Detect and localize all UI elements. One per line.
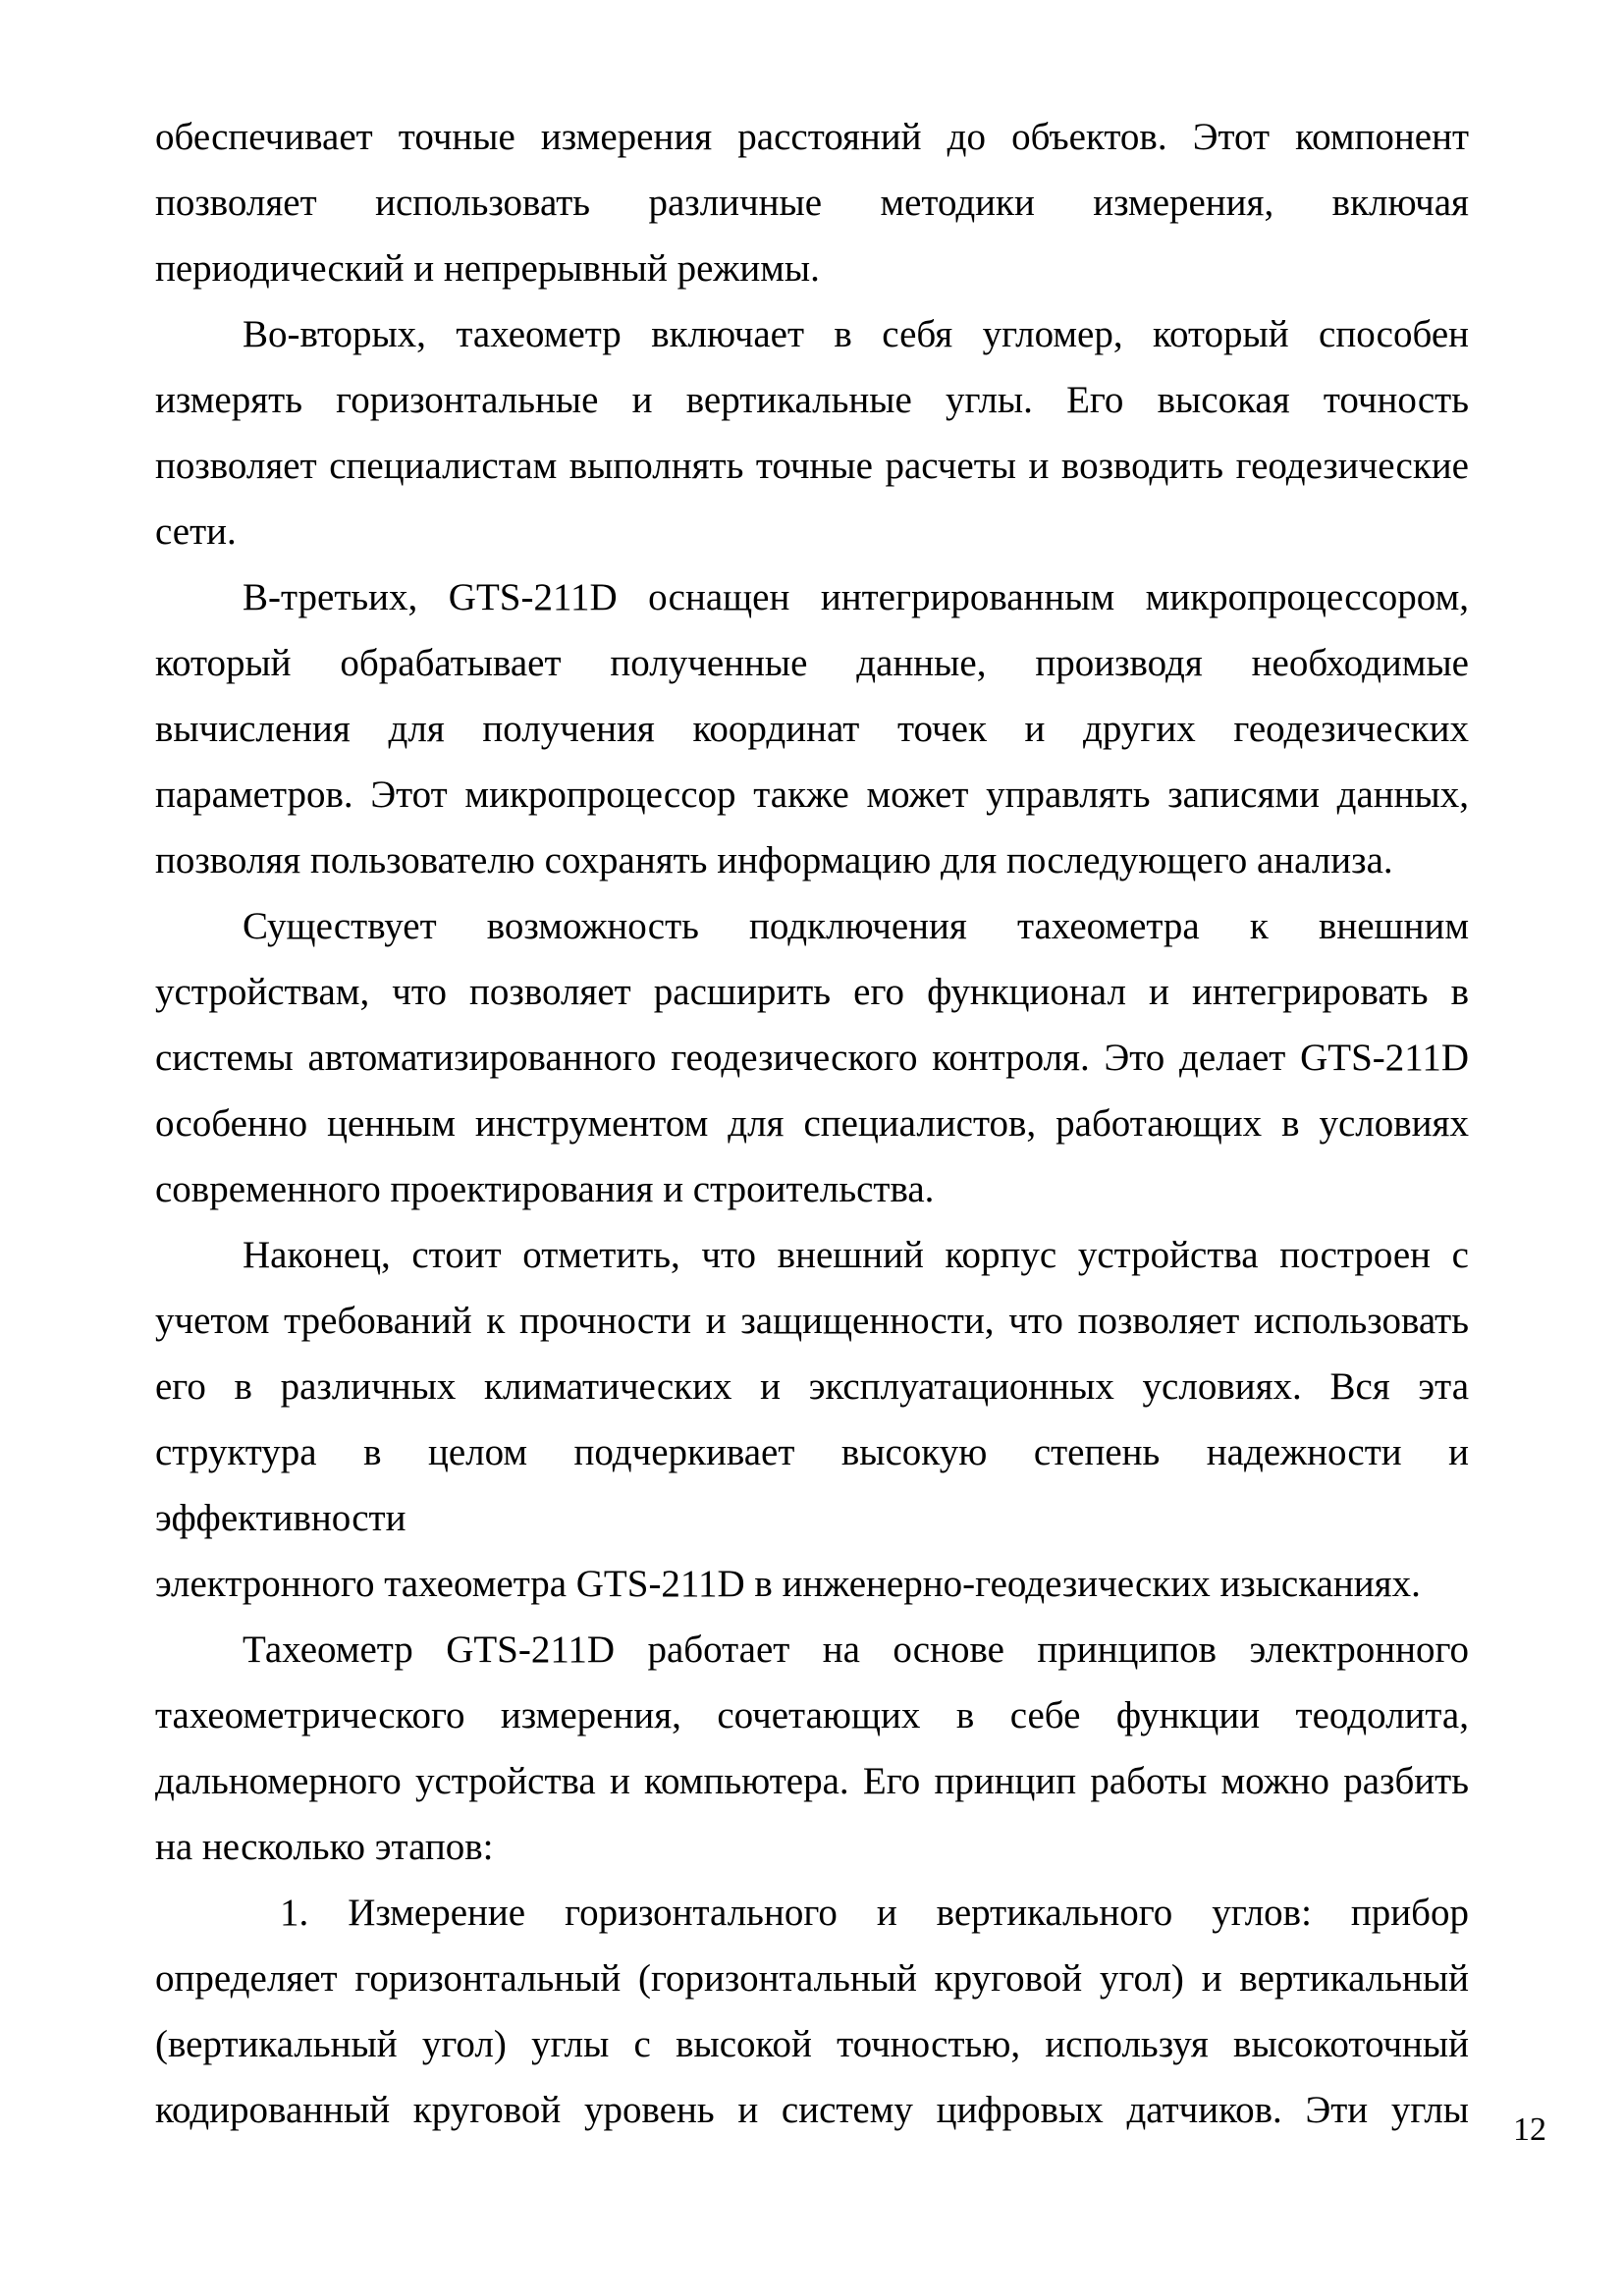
- para-distance-measurement-continuation: [155, 104, 1469, 301]
- text-line: дальномерного устройства и компьютера. Его принцип работы можно разбить: [155, 1760, 1469, 1802]
- text-line: (вертикальный угол) углы с высокой точностью, используя высокоточный: [155, 2023, 1469, 2065]
- text-line: 1. Измерение горизонтального и вертикального углов: прибор: [280, 1892, 1469, 1934]
- text-line: периодический и непрерывный режимы.: [155, 247, 820, 290]
- text-line: его в различных климатических и эксплуатационных условиях. Вся эта: [155, 1365, 1469, 1408]
- para-operating-principle: [155, 1617, 1469, 1880]
- text-line: современного проектирования и строительства.: [155, 1168, 935, 1210]
- text-line: Тахеометр GTS-211D работает на основе принципов электронного: [243, 1629, 1469, 1671]
- para-step-1-angle-measurement: [155, 1880, 1469, 2143]
- text-line: Во-вторых, тахеометр включает в себя угломер, который способен: [243, 313, 1469, 355]
- text-line: системы автоматизированного геодезического контроля. Это делает GTS-211D: [155, 1037, 1469, 1079]
- text-line: определяет горизонтальный (горизонтальный круговой угол) и вертикальный: [155, 1957, 1469, 2000]
- text-line: вычисления для получения координат точек и других геодезических: [155, 708, 1469, 750]
- text-line: устройствам, что позволяет расширить его функционал и интегрировать в: [155, 971, 1469, 1013]
- text-line: на несколько этапов:: [155, 1826, 494, 1868]
- text-line: тахеометрического измерения, сочетающих в себе функции теодолита,: [155, 1694, 1469, 1736]
- text-line: Существует возможность подключения тахеометра к внешним: [243, 905, 1469, 947]
- text-line: обеспечивает точные измерения расстояний до объектов. Этот компонент: [155, 116, 1469, 158]
- text-line: кодированный круговой уровень и систему цифровых датчиков. Эти углы: [155, 2089, 1469, 2131]
- text-line: В-третьих, GTS-211D оснащен интегрированным микропроцессором,: [243, 576, 1469, 618]
- text-line: структура в целом подчеркивает высокую степень надежности и эффективности: [155, 1431, 1469, 1539]
- text-line: позволяет специалистам выполнять точные расчеты и возводить геодезические: [155, 445, 1469, 487]
- text-line: который обрабатывает полученные данные, производя необходимые: [155, 642, 1469, 684]
- text-line: электронного тахеометра GTS-211D в инженерно-геодезических изысканиях.: [155, 1563, 1421, 1605]
- text-line: параметров. Этот микропроцессор также может управлять записями данных,: [155, 774, 1469, 816]
- para-angle-meter: [155, 301, 1469, 564]
- text-line: позволяя пользователю сохранять информацию для последующего анализа.: [155, 839, 1393, 881]
- para-microprocessor: [155, 564, 1469, 893]
- document-body: [155, 104, 1469, 2143]
- para-housing-durability: [155, 1222, 1469, 1617]
- text-line: сети.: [155, 510, 237, 553]
- text-line: позволяет использовать различные методики измерения, включая: [155, 182, 1469, 224]
- text-line: измерять горизонтальные и вертикальные углы. Его высокая точность: [155, 379, 1469, 421]
- text-line: особенно ценным инструментом для специалистов, работающих в условиях: [155, 1102, 1469, 1145]
- text-line: Наконец, стоит отметить, что внешний корпус устройства построен с: [243, 1234, 1469, 1276]
- para-external-devices: [155, 893, 1469, 1222]
- text-line: учетом требований к прочности и защищенности, что позволяет использовать: [155, 1300, 1469, 1342]
- page-number: 12: [1513, 2111, 1546, 2148]
